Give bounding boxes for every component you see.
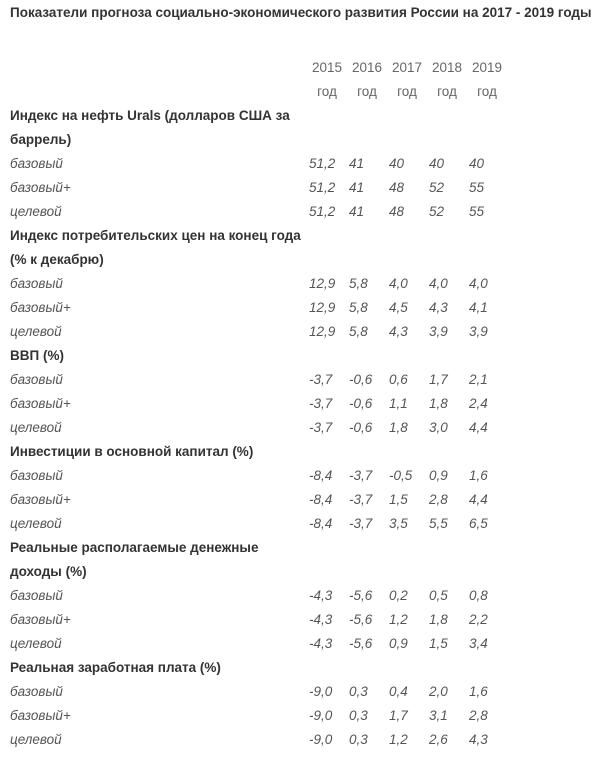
value-cell: 4,1 — [469, 300, 488, 315]
value-cell: -9,0 — [309, 684, 333, 699]
scenario-label: базовый+ — [10, 708, 71, 723]
value-cell: 12,9 — [309, 300, 336, 315]
value-cell: -3,7 — [309, 396, 333, 411]
value-cell: 12,9 — [309, 324, 336, 339]
table-row — [0, 728, 611, 752]
year-label: 2015 — [311, 60, 343, 75]
table-row — [0, 152, 611, 176]
value-cell: 6,5 — [469, 516, 488, 531]
value-cell: 2,8 — [469, 708, 488, 723]
scenario-label: базовый — [10, 372, 63, 387]
value-cell: 2,8 — [429, 492, 448, 507]
value-cell: 1,7 — [429, 372, 448, 387]
value-cell: 2,4 — [469, 396, 488, 411]
value-cell: 1,8 — [429, 396, 448, 411]
value-cell: 1,6 — [469, 468, 488, 483]
value-cell: 40 — [389, 156, 405, 171]
scenario-label: целевой — [10, 420, 62, 435]
scenario-label: целевой — [10, 324, 62, 339]
value-cell: -9,0 — [309, 732, 333, 747]
value-cell: -3,7 — [349, 492, 373, 507]
table-row — [0, 320, 611, 344]
section-title: Реальная заработная плата (%) — [10, 660, 221, 675]
value-cell: 4,3 — [429, 300, 448, 315]
value-cell: -5,6 — [349, 588, 373, 603]
value-cell: 1,2 — [389, 612, 408, 627]
year-label: 2016 — [351, 60, 383, 75]
year-column-header — [387, 56, 427, 104]
year-column-header — [467, 56, 507, 104]
value-cell: -4,3 — [309, 588, 333, 603]
value-cell: 1,2 — [389, 732, 408, 747]
value-cell: 3,9 — [429, 324, 448, 339]
table-row — [0, 464, 611, 488]
value-cell: 48 — [389, 204, 405, 219]
value-cell: 1,8 — [429, 612, 448, 627]
value-cell: 1,5 — [389, 492, 408, 507]
scenario-label: целевой — [10, 516, 62, 531]
scenario-label: целевой — [10, 732, 62, 747]
value-cell: 0,9 — [429, 468, 448, 483]
value-cell: 4,3 — [389, 324, 408, 339]
scenario-label: базовый+ — [10, 300, 71, 315]
year-label: 2019 — [471, 60, 503, 75]
year-unit-label: год — [477, 84, 497, 99]
table-row — [0, 488, 611, 512]
table-row — [0, 272, 611, 296]
value-cell: -9,0 — [309, 708, 333, 723]
value-cell: 2,2 — [469, 612, 488, 627]
value-cell: 3,0 — [429, 420, 448, 435]
year-column-header — [307, 56, 347, 104]
value-cell: 4,0 — [389, 276, 408, 291]
value-cell: 51,2 — [309, 204, 336, 219]
section-title: Индекс на нефть Urals (долларов США за баррель) — [10, 108, 290, 147]
value-cell: 5,8 — [349, 300, 368, 315]
value-cell: 0,4 — [389, 684, 408, 699]
scenario-label: базовый — [10, 156, 63, 171]
scenario-label: базовый — [10, 468, 63, 483]
value-cell: 3,9 — [469, 324, 488, 339]
scenario-label: базовый+ — [10, 612, 71, 627]
year-unit-label: год — [357, 84, 377, 99]
value-cell: 3,5 — [389, 516, 408, 531]
section-title: ВВП (%) — [10, 348, 64, 363]
value-cell: -0,6 — [349, 396, 373, 411]
value-cell: 40 — [429, 156, 445, 171]
table-row — [0, 704, 611, 728]
year-unit-label: год — [317, 84, 337, 99]
value-cell: 52 — [429, 204, 445, 219]
table-row — [0, 608, 611, 632]
value-cell: 51,2 — [309, 156, 336, 171]
value-cell: 4,0 — [469, 276, 488, 291]
value-cell: 41 — [349, 180, 365, 195]
scenario-label: целевой — [10, 636, 62, 651]
table-row — [0, 176, 611, 200]
page-title: Показатели прогноза социально-экономического развития России на 2017 - 2019 годы — [10, 5, 592, 20]
value-cell: -0,6 — [349, 420, 373, 435]
value-cell: -8,4 — [309, 468, 333, 483]
scenario-label: базовый+ — [10, 180, 71, 195]
value-cell: 3,1 — [429, 708, 448, 723]
value-cell: -5,6 — [349, 612, 373, 627]
value-cell: 55 — [469, 180, 485, 195]
table-row — [0, 200, 611, 224]
value-cell: 0,2 — [389, 588, 408, 603]
table-row — [0, 584, 611, 608]
value-cell: 5,8 — [349, 276, 368, 291]
year-label: 2017 — [391, 60, 423, 75]
value-cell: -4,3 — [309, 636, 333, 651]
value-cell: -3,7 — [309, 420, 333, 435]
scenario-label: базовый — [10, 684, 63, 699]
value-cell: 1,1 — [389, 396, 408, 411]
value-cell: 5,8 — [349, 324, 368, 339]
table-row — [0, 368, 611, 392]
value-cell: 4,4 — [469, 492, 488, 507]
value-cell: 12,9 — [309, 276, 336, 291]
section-title: Реальные располагаемые денежные доходы (%) — [10, 540, 259, 579]
value-cell: 2,0 — [429, 684, 448, 699]
year-column-header — [427, 56, 467, 104]
value-cell: 4,4 — [469, 420, 488, 435]
value-cell: 41 — [349, 156, 365, 171]
value-cell: 0,8 — [469, 588, 488, 603]
scenario-label: базовый — [10, 276, 63, 291]
value-cell: -0,5 — [389, 468, 413, 483]
value-cell: 0,3 — [349, 708, 368, 723]
scenario-label: базовый — [10, 588, 63, 603]
year-label: 2018 — [431, 60, 463, 75]
scenario-label: базовый+ — [10, 396, 71, 411]
value-cell: 1,6 — [469, 684, 488, 699]
value-cell: -4,3 — [309, 612, 333, 627]
value-cell: 0,3 — [349, 732, 368, 747]
value-cell: 0,5 — [429, 588, 448, 603]
value-cell: -3,7 — [349, 516, 373, 531]
value-cell: 1,8 — [389, 420, 408, 435]
value-cell: 0,9 — [389, 636, 408, 651]
value-cell: -3,7 — [349, 468, 373, 483]
table-row — [0, 632, 611, 656]
value-cell: -3,7 — [309, 372, 333, 387]
section-title: Индекс потребительских цен на конец года (% к декабрю) — [10, 228, 301, 267]
table-row — [0, 296, 611, 320]
value-cell: 52 — [429, 180, 445, 195]
year-unit-label: год — [397, 84, 417, 99]
value-cell: 4,3 — [469, 732, 488, 747]
table-row — [0, 512, 611, 536]
value-cell: 5,5 — [429, 516, 448, 531]
year-unit-label: год — [437, 84, 457, 99]
value-cell: 55 — [469, 204, 485, 219]
value-cell: 0,6 — [389, 372, 408, 387]
value-cell: 41 — [349, 204, 365, 219]
value-cell: 4,5 — [389, 300, 408, 315]
value-cell: 2,6 — [429, 732, 448, 747]
table-row — [0, 416, 611, 440]
value-cell: 0,3 — [349, 684, 368, 699]
table-row — [0, 392, 611, 416]
value-cell: 1,5 — [429, 636, 448, 651]
section-title: Инвестиции в основной капитал (%) — [10, 444, 254, 459]
year-column-header — [347, 56, 387, 104]
value-cell: 2,1 — [469, 372, 488, 387]
value-cell: 3,4 — [469, 636, 488, 651]
value-cell: -0,6 — [349, 372, 373, 387]
value-cell: -8,4 — [309, 492, 333, 507]
value-cell: 51,2 — [309, 180, 336, 195]
value-cell: 48 — [389, 180, 405, 195]
scenario-label: базовый+ — [10, 492, 71, 507]
value-cell: -5,6 — [349, 636, 373, 651]
value-cell: -8,4 — [309, 516, 333, 531]
table-row — [0, 680, 611, 704]
value-cell: 40 — [469, 156, 485, 171]
value-cell: 4,0 — [429, 276, 448, 291]
scenario-label: целевой — [10, 204, 62, 219]
value-cell: 1,7 — [389, 708, 408, 723]
